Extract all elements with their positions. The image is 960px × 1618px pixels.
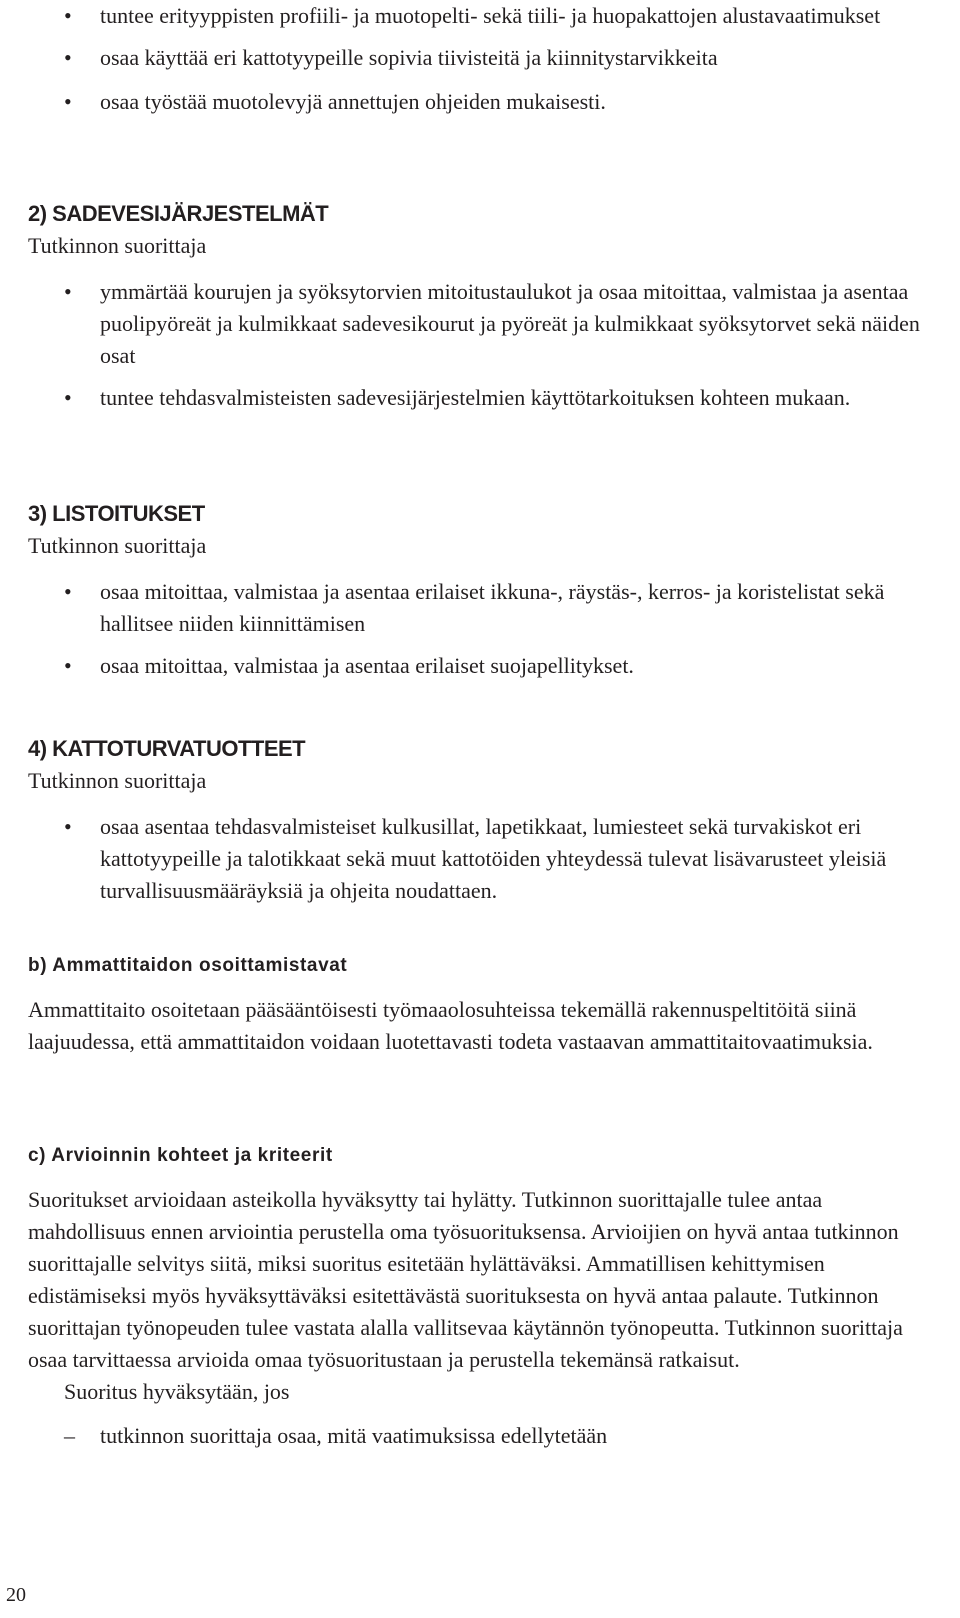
intro-bullet-list xyxy=(28,0,930,134)
list-item-text: ymmärtää kourujen ja syöksytorvien mitoitustaulukot ja osaa mitoittaa, valmistaa ja asentaa puolipyöreät ja kulmikkaat sadevesikourut ja pyöreät ja kulmikkaat syöksytorvet sekä näiden osat xyxy=(100,279,920,368)
section-heading: 4) KATTOTURVATUOTTEET xyxy=(28,736,306,761)
section-paragraph: Ammattitaito osoitetaan pääsääntöisesti työmaaolosuhteissa tekemällä rakennuspeltitöitä siinä laajuudessa, että ammattitaidon voidaan luotettavasti todeta vastaavan ammattitaitovaatimuksia. xyxy=(28,997,873,1054)
list-item-text: osaa käyttää eri kattotyypeille sopivia tiivisteitä ja kiinnitystarvikkeita xyxy=(100,45,718,70)
list-item xyxy=(28,811,930,907)
bullet-marker: • xyxy=(64,89,72,114)
bullet-marker: • xyxy=(64,653,72,678)
section-bullet-list xyxy=(28,276,930,414)
list-item xyxy=(28,1420,930,1452)
dash-list xyxy=(28,1420,930,1452)
list-item-text: osaa asentaa tehdasvalmisteiset kulkusillat, lapetikkaat, lumiesteet sekä turvakiskot eri kattotyypeille ja talotikkaat sekä muut kattotöiden yhteydessä tulevat lisävarusteet yleisiä turvallisuusmääräyksiä ja ohjeita noudattaen. xyxy=(100,814,887,903)
list-item-text: tuntee erityyppisten profiili- ja muotopelti- sekä tiili- ja huopakattojen alustavaatimukset xyxy=(100,3,881,28)
section-sadevesijarjestelmat xyxy=(28,198,930,430)
section-subheading: Tutkinnon suorittaja xyxy=(28,533,207,558)
section-heading: 3) LISTOITUKSET xyxy=(28,501,205,526)
bullet-marker: • xyxy=(64,3,72,28)
section-arvioinnin-kohteet xyxy=(28,1142,930,1468)
section-paragraph: Suoritukset arvioidaan asteikolla hyväksytty tai hylätty. Tutkinnon suorittajalle tulee antaa mahdollisuus ennen arviointia perustella oma työsuorituksensa. Arvioijien on hyvä antaa tutkinnon suorittajalle selvitys siitä, miksi suoritus esitetään hylättäväksi. Ammatillisen kehittymisen edistämiseksi myös hyväksyttäväksi esitettävästä suorituksesta on hyvä antaa palaute. Tutkinnon suorittajan työnopeuden tulee vastata alalla vallitsevaa käytännön työnopeutta. Tutkinnon suorittaja osaa tarvittaessa arvioida omaa työsuoritustaan ja perustella tekemänsä ratkaisut. xyxy=(28,1187,903,1372)
section-kattoturvatuotteet xyxy=(28,733,930,923)
section-heading: 2) SADEVESIJÄRJESTELMÄT xyxy=(28,201,329,226)
list-item xyxy=(28,382,930,414)
bullet-marker: • xyxy=(64,45,72,70)
dash-marker: – xyxy=(64,1423,75,1448)
section-bullet-list xyxy=(28,576,930,682)
section-listoitukset xyxy=(28,498,930,698)
list-item-text: osaa mitoittaa, valmistaa ja asentaa erilaiset ikkuna-, räystäs-, kerros- ja koristelistat sekä hallitsee niiden kiinnittämisen xyxy=(100,579,885,636)
list-item xyxy=(28,576,930,640)
section-subheading: Tutkinnon suorittaja xyxy=(28,768,207,793)
bullet-marker: • xyxy=(64,279,72,304)
list-item xyxy=(28,42,930,74)
lead-text: Suoritus hyväksytään, jos xyxy=(64,1379,290,1404)
section-bullet-list xyxy=(28,811,930,907)
bullet-marker: • xyxy=(64,579,72,604)
list-item-text: osaa mitoittaa, valmistaa ja asentaa erilaiset suojapellitykset. xyxy=(100,653,634,678)
list-item xyxy=(28,276,930,372)
list-item-text: osaa työstää muotolevyjä annettujen ohjeiden mukaisesti. xyxy=(100,89,606,114)
page-number: 20 xyxy=(6,1584,26,1606)
section-ammattitaidon-osoittamistavat xyxy=(28,952,930,1058)
list-item xyxy=(28,86,930,118)
list-item xyxy=(28,650,930,682)
section-subheading: Tutkinnon suorittaja xyxy=(28,233,207,258)
list-item xyxy=(28,0,930,32)
section-heading: b) Ammattitaidon osoittamistavat xyxy=(28,955,348,976)
section-heading: c) Arvioinnin kohteet ja kriteerit xyxy=(28,1145,333,1166)
list-item-text: tuntee tehdasvalmisteisten sadevesijärjestelmien käyttötarkoituksen kohteen mukaan. xyxy=(100,385,851,410)
bullet-marker: • xyxy=(64,814,72,839)
bullet-marker: • xyxy=(64,385,72,410)
list-item-text: tutkinnon suorittaja osaa, mitä vaatimuksissa edellytetään xyxy=(100,1423,608,1448)
